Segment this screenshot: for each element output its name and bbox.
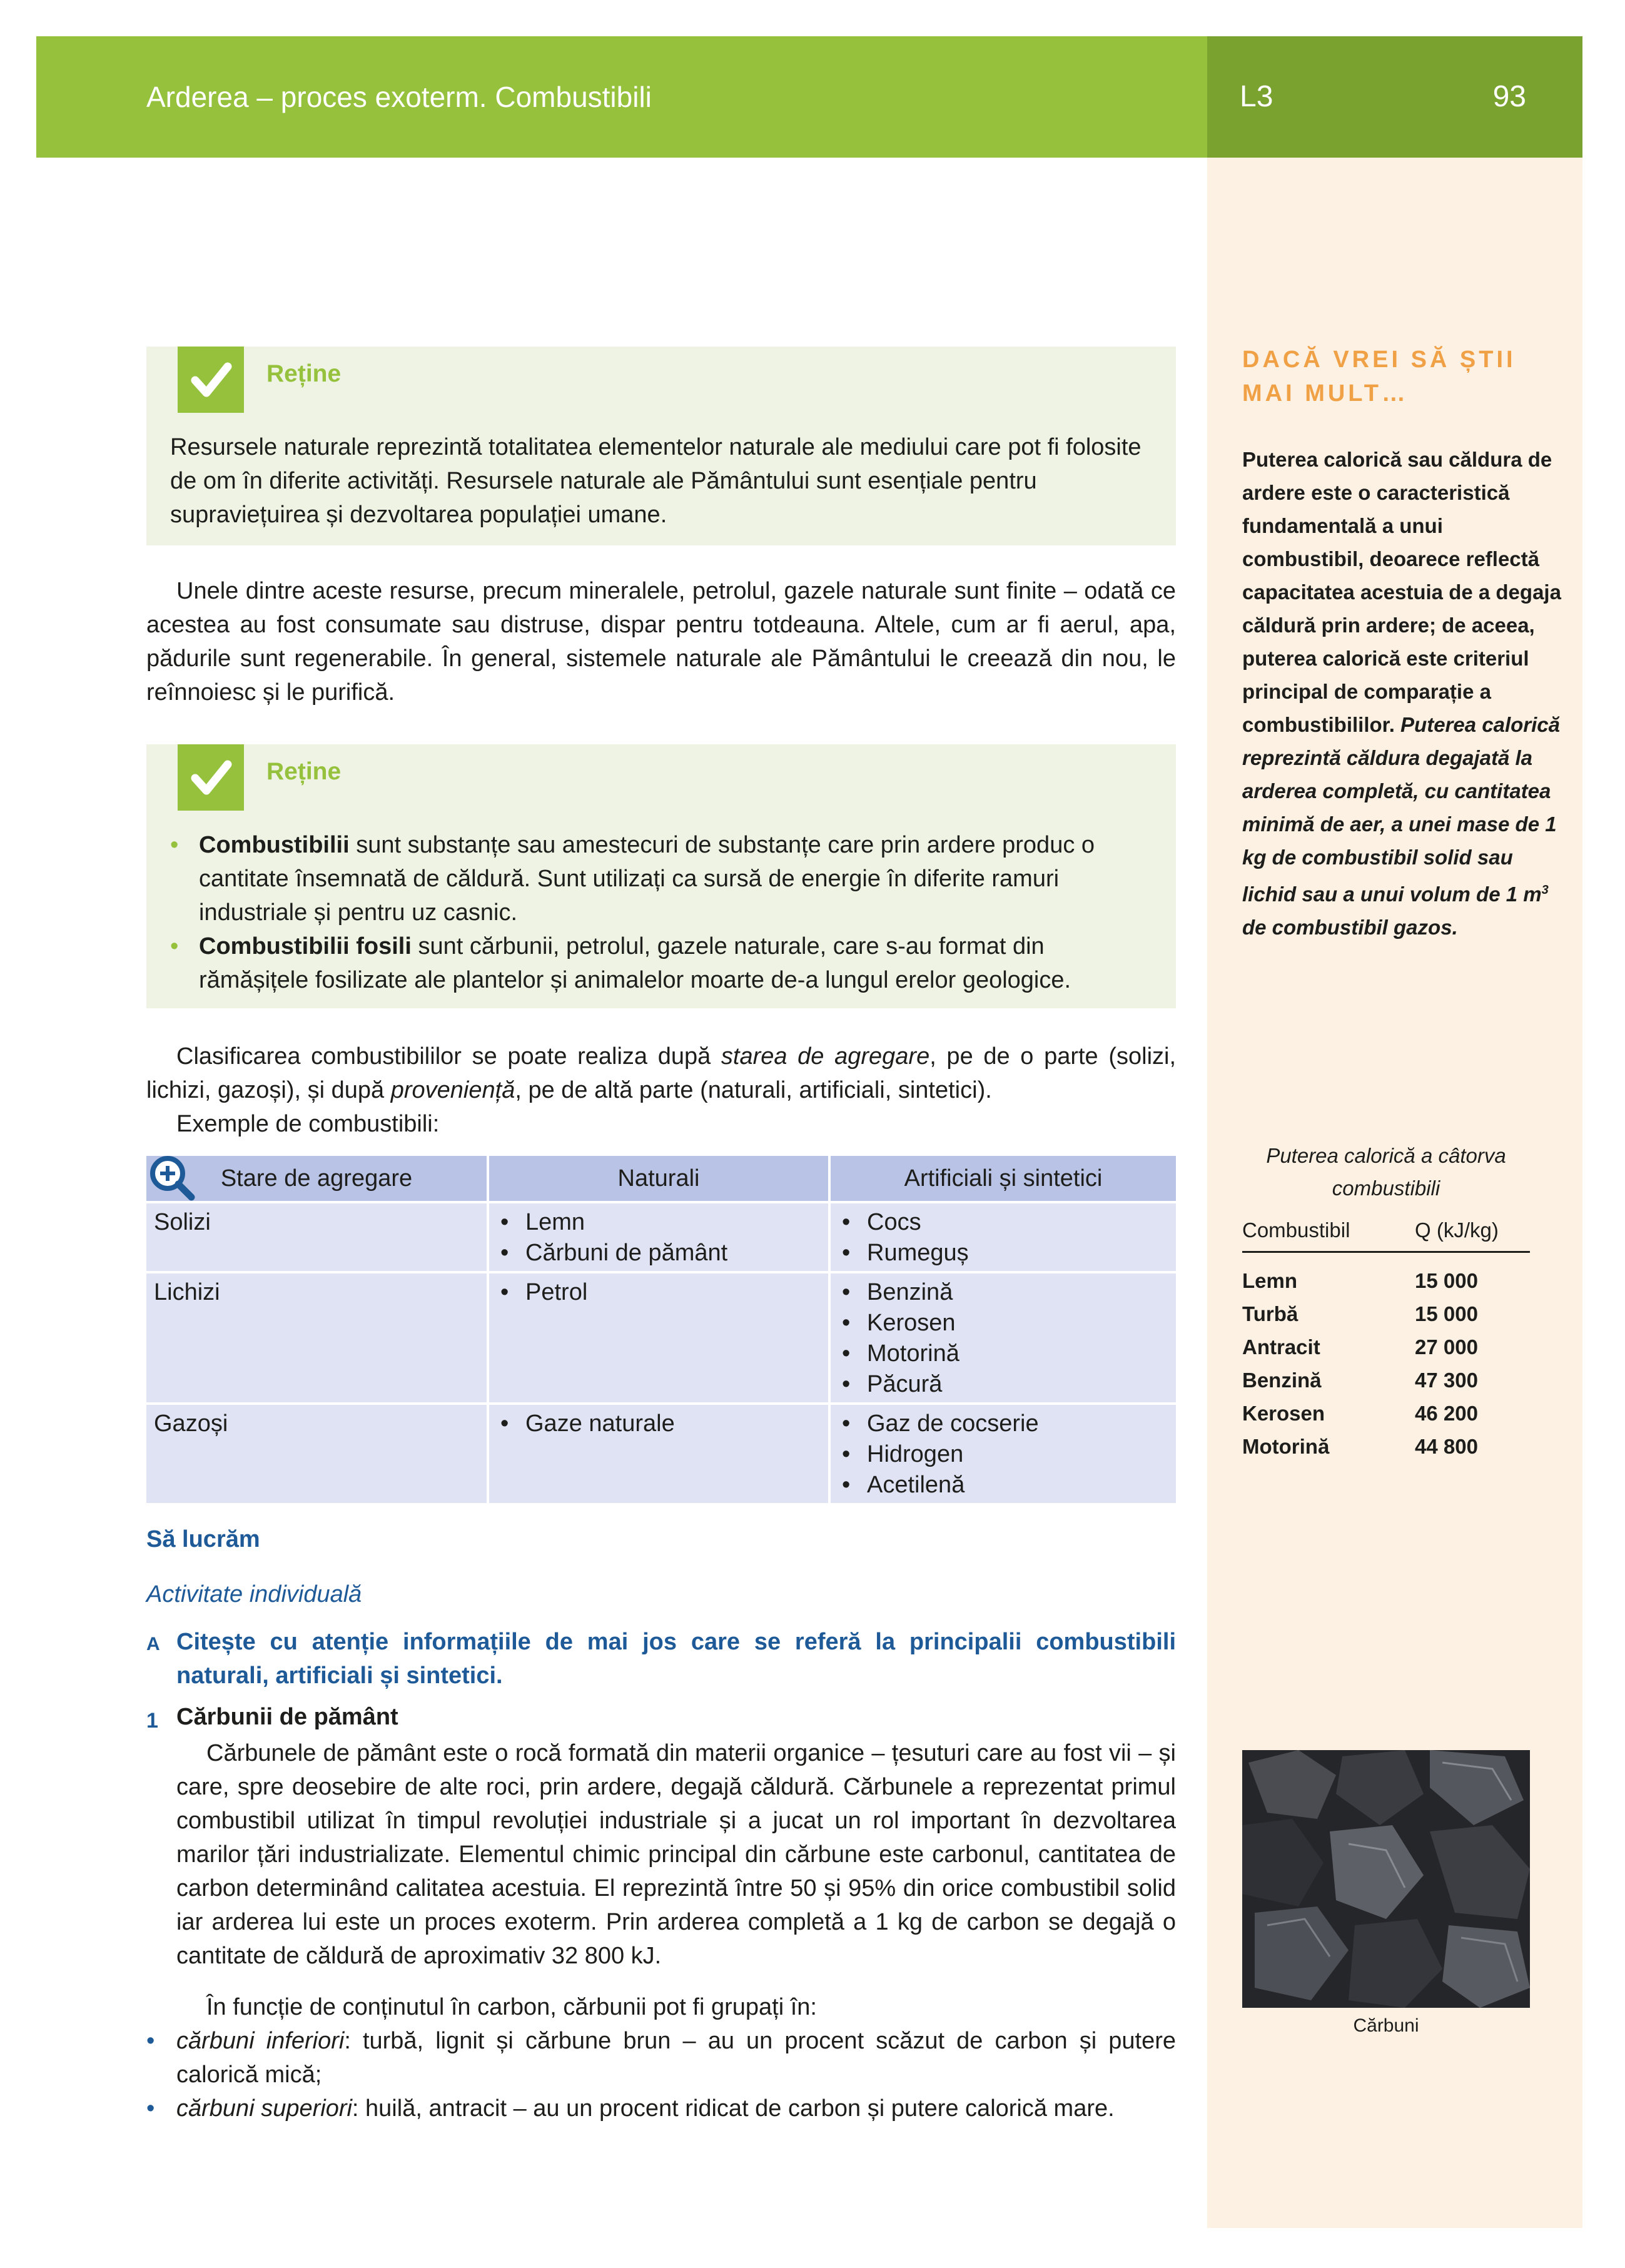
checkmark-icon <box>178 347 244 413</box>
table-row <box>146 1404 1176 1504</box>
term-definition: sunt cărbunii, petrolul, gazele naturale, care s-au format din rămășițele fosilizate ale plantelor și animalelor moarte de-a lungul erelor geologice. <box>199 933 1071 993</box>
examples-label: Exemple de combustibili: <box>176 1111 440 1137</box>
retine-title: Reține <box>266 758 342 785</box>
text-span: , pe de altă parte (naturali, artificiali, sintetici). <box>515 1077 992 1103</box>
text-span: Clasificarea combustibililor se poate realiza după <box>176 1043 721 1070</box>
list-item <box>146 2092 1176 2125</box>
text-span: , pe de o parte (solizi, lichizi, gazoși), și după <box>146 1043 1177 1103</box>
list-item <box>146 2024 1176 2092</box>
emphasis: starea de agregare <box>721 1043 930 1070</box>
table-cell: Motorină <box>1242 1434 1330 1458</box>
column-header: Artificiali și sintetici <box>829 1156 1176 1202</box>
chapter-title: Arderea – proces exoterm. Combustibili <box>146 81 652 113</box>
list-item: • Gaz de cocserie <box>838 1409 1168 1439</box>
list-item: • Kerosen <box>838 1308 1168 1339</box>
page-header <box>36 36 1207 158</box>
task-letter: A <box>146 1634 160 1654</box>
list-item: • Acetilenă <box>838 1470 1168 1501</box>
sidebar-definition: Puterea calorică sau căldura de ardere este o caracteristică fundamentală a unui combustibil, deoarece reflectă capacitatea acestuia de a degaja căldură prin ardere; de aceea, puterea calorică este criteriul principal de comparație a combustibililor. <box>1242 448 1561 736</box>
table-row <box>1242 1397 1530 1430</box>
retine-box <box>146 347 1176 545</box>
text-span: : turbă, lignit și cărbune brun – au un procent scăzut de carbon și putere calorică mică; <box>176 2028 1176 2088</box>
table-cell: Benzină <box>1242 1368 1322 1392</box>
photo-caption: Cărbuni <box>1353 2015 1419 2036</box>
list-item <box>170 828 1151 929</box>
retine-title: Reține <box>266 360 342 387</box>
coal-groups <box>176 1990 1176 2125</box>
table-cell <box>488 1202 829 1272</box>
table-cell: Antracit <box>1242 1335 1320 1359</box>
sidebar-italic: Puterea calorică reprezintă căldura degajată la arderea completă, cu cantitatea minimă de aer, a unei mase de 1 kg de combustibil solid sau lichid sau a unui volum de 1 m <box>1242 713 1561 906</box>
magnifier-plus-icon <box>148 1153 195 1201</box>
fuel-table <box>146 1156 1176 1506</box>
term-definition: sunt substanțe sau amestecuri de substanțe care prin ardere produc o cantitate însemnată de căldură. Sunt utilizați ca sursă de energie în diferite ramuri industriale și pentru uz casnic. <box>199 832 1095 926</box>
table-cell: 27 000 <box>1415 1335 1478 1359</box>
header-label: Stare de agregare <box>220 1165 413 1192</box>
table-cell: Lemn <box>1242 1268 1298 1292</box>
list-item: • Petrol <box>497 1277 821 1308</box>
sidebar-text <box>1242 443 1567 944</box>
list-item: • Hidrogen <box>838 1439 1168 1470</box>
list-item: • Benzină <box>838 1277 1168 1308</box>
retine-box-fuels <box>146 744 1176 1008</box>
list-item: • Gaze naturale <box>497 1409 821 1439</box>
calorific-table-caption: Puterea calorică a câtorva combustibili <box>1266 1144 1506 1200</box>
table-cell: 15 000 <box>1415 1268 1478 1292</box>
table-row <box>1242 1330 1530 1364</box>
table-cell: 44 800 <box>1415 1434 1478 1458</box>
emphasis: cărbuni inferiori <box>176 2028 345 2054</box>
table-cell: Lichizi <box>146 1272 488 1404</box>
table-cell <box>829 1272 1176 1404</box>
table-cell: Solizi <box>146 1202 488 1272</box>
checkmark-icon <box>178 744 244 811</box>
text-span: : huilă, antracit – au un procent ridicat de carbon și putere calorică mare. <box>352 2095 1115 2122</box>
groups-intro: În funcție de conținutul în carbon, cărbunii pot fi grupați în: <box>206 1994 817 2020</box>
list-item <box>170 929 1151 997</box>
table-cell <box>829 1202 1176 1272</box>
table-cell: 47 300 <box>1415 1368 1478 1392</box>
resources-paragraph: Unele dintre aceste resurse, precum mineralele, petrolul, gazele naturale sunt finite – odată ce acestea au fost consumate sau distruse, dispar pentru totdeauna. Altele, cum ar fi aerul, apa, pădurile sunt regenerabile. În general, sistemele naturale ale Pământului le creează din nou, le reînnoiesc și le purifică. <box>146 578 1176 706</box>
table-cell <box>488 1404 829 1504</box>
sidebar-italic: de combustibil gazos. <box>1242 916 1458 939</box>
list-item: • Motorină <box>838 1339 1168 1369</box>
item-number: 1 <box>146 1709 158 1733</box>
coal-image <box>1242 1750 1530 2008</box>
table-header-row <box>1242 1218 1530 1252</box>
list-item: • Lemn <box>497 1207 821 1238</box>
table-cell <box>829 1404 1176 1504</box>
table-row <box>146 1202 1176 1272</box>
list-item: • Cărbuni de pământ <box>497 1238 821 1268</box>
table-row <box>1242 1364 1530 1397</box>
table-cell <box>488 1272 829 1404</box>
list-item: • Rumeguș <box>838 1238 1168 1268</box>
emphasis: cărbuni superiori <box>176 2095 352 2122</box>
table-cell: 46 200 <box>1415 1401 1478 1425</box>
list-item: • Păcură <box>838 1369 1168 1400</box>
calorific-table <box>1242 1218 1530 1463</box>
list-item: • Cocs <box>838 1207 1168 1238</box>
classification-paragraph <box>146 1040 1176 1107</box>
item-title: Cărbunii de pământ <box>176 1704 398 1730</box>
task-instruction: Citește cu atenție informațiile de mai jos care se referă la principalii combustibili naturali, artificiali și sintetici. <box>176 1629 1176 1689</box>
column-header: Naturali <box>488 1156 829 1202</box>
superscript: 3 <box>1541 883 1549 897</box>
page-number: 93 <box>1492 80 1526 113</box>
activity-label: Activitate individuală <box>146 1581 362 1607</box>
table-cell: Gazoși <box>146 1404 488 1504</box>
column-header: Q (kJ/kg) <box>1415 1218 1530 1252</box>
column-header: Combustibil <box>1242 1218 1415 1252</box>
retine-text: Resursele naturale reprezintă totalitatea elementelor naturale ale mediului care pot fi folosite de om în diferite activități. Resursele naturale ale Pământului sunt esențiale pentru supraviețuirea și dezvoltarea populației umane. <box>170 434 1142 528</box>
section-title: Să lucrăm <box>146 1526 260 1552</box>
term-bold: Combustibilii <box>199 832 350 858</box>
table-row <box>1242 1297 1530 1330</box>
column-header <box>146 1156 488 1202</box>
coal-photo <box>1242 1750 1530 2008</box>
table-row <box>1242 1430 1530 1463</box>
retine-list <box>170 828 1151 997</box>
sidebar-heading: DACĂ VREI SĂ ȘTII MAI MULT… <box>1242 347 1516 407</box>
lesson-code: L3 <box>1240 80 1273 113</box>
coal-paragraph: Cărbunele de pământ este o rocă formată din materii organice – țesuturi care au fost vii – și care, spre deosebire de alte roci, prin ardere, degajă căldură. Cărbunele a reprezentat primul combustibil utilizat în timpul revoluției industriale și a jucat un rol important în dezvoltarea marilor țări industrializate. Elementul chimic principal din cărbune este carbonul, cantitatea de carbon determinând calitatea acestuia. El reprezintă între 50 și 95% din orice combustibil solid iar arderea lui este un proces exoterm. Prin arderea completă a 1 kg de carbon se degajă o cantitate de căldură de aproximativ 32 800 kJ. <box>176 1740 1176 1969</box>
table-row <box>1242 1252 1530 1298</box>
table-header-row <box>146 1156 1176 1202</box>
header-page-info <box>1207 36 1582 158</box>
term-bold: Combustibilii fosili <box>199 933 412 959</box>
emphasis: proveniență <box>390 1077 515 1103</box>
table-cell: Kerosen <box>1242 1401 1325 1425</box>
table-cell: Turbă <box>1242 1302 1298 1325</box>
table-cell: 15 000 <box>1415 1302 1478 1325</box>
table-row <box>146 1272 1176 1404</box>
